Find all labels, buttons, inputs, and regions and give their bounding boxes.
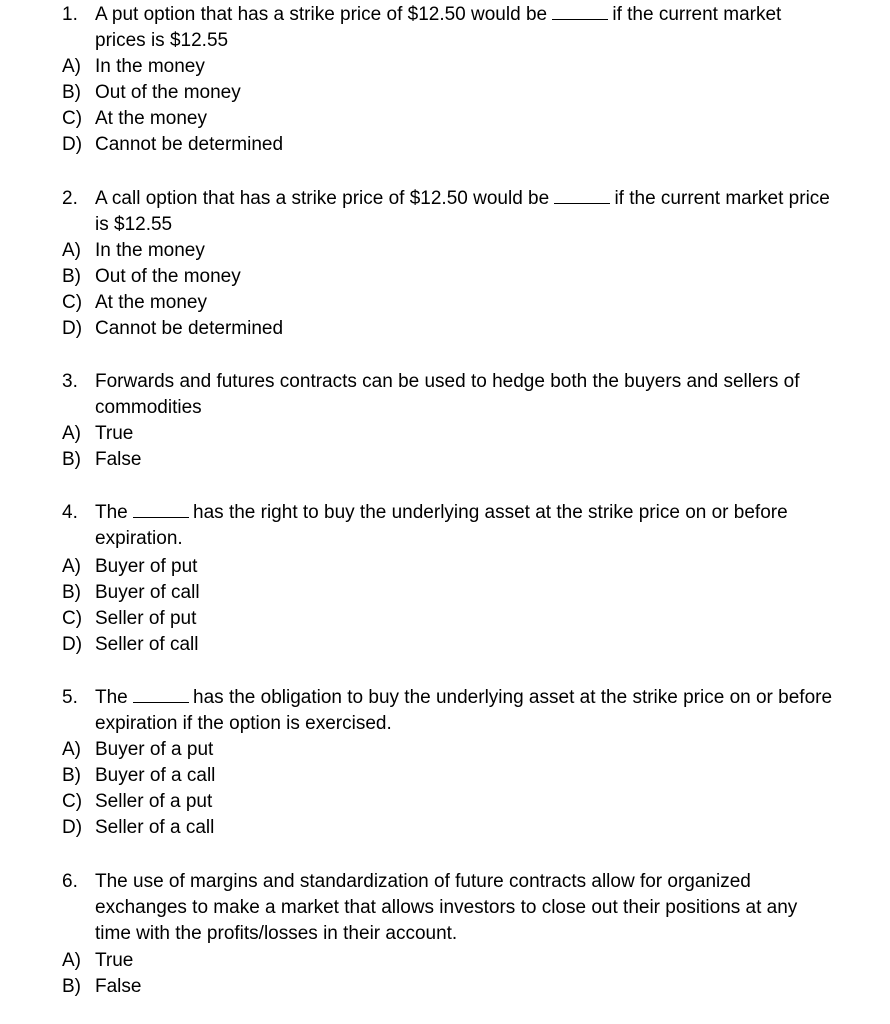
- question-number: 5.: [62, 687, 78, 708]
- option-c: C) Seller of a put: [62, 791, 213, 812]
- question-text: The use of margins and standardization of future contracts allow for organized exchanges to make a market that allows investors to close out their positions at any time with the profits/losses in their account.: [95, 871, 798, 944]
- question-5-options: [0, 737, 890, 841]
- answer-blank: [552, 4, 608, 20]
- option-b: B) Out of the money: [62, 266, 241, 287]
- option-a: A) Buyer of put: [62, 556, 198, 577]
- question-text: A call option that has a strike price of $12.50 would be if the current market price is $12.55: [95, 188, 830, 235]
- option-d: D) Cannot be determined: [62, 318, 284, 339]
- option-d: D) Seller of a call: [62, 817, 215, 838]
- option-b: B) Out of the money: [62, 82, 241, 103]
- option-d: D) Cannot be determined: [62, 134, 284, 155]
- question-3-options: [0, 421, 890, 473]
- question-number: 6.: [62, 871, 78, 892]
- option-c: C) At the money: [62, 292, 207, 313]
- answer-blank: [554, 188, 610, 204]
- option-c: C) Seller of put: [62, 608, 197, 629]
- question-number: 2.: [62, 188, 78, 209]
- question-text: The has the right to buy the underlying asset at the strike price on or before expiration.: [95, 502, 788, 549]
- option-a: A) In the money: [62, 56, 205, 77]
- option-a: A) True: [62, 423, 134, 444]
- question-1-options: [0, 54, 890, 158]
- answer-blank: [133, 687, 189, 703]
- question-text: The has the obligation to buy the underlying asset at the strike price on or before expiration if the option is exercised.: [95, 687, 833, 734]
- option-b: B) Buyer of call: [62, 582, 200, 603]
- question-2-options: [0, 238, 890, 342]
- question-number: 4.: [62, 502, 78, 523]
- question-4-options: [0, 554, 890, 658]
- question-6-options: [0, 948, 890, 1000]
- question-number: 1.: [62, 4, 78, 25]
- option-a: A) Buyer of a put: [62, 739, 214, 760]
- option-c: C) At the money: [62, 108, 207, 129]
- question-number: 3.: [62, 371, 78, 392]
- option-b: B) False: [62, 449, 142, 470]
- option-b: B) Buyer of a call: [62, 765, 216, 786]
- question-text: A put option that has a strike price of $12.50 would be if the current market prices is $12.55: [95, 4, 782, 51]
- option-a: A) True: [62, 950, 134, 971]
- option-d: D) Seller of call: [62, 634, 199, 655]
- option-a: A) In the money: [62, 240, 205, 261]
- question-text: Forwards and futures contracts can be used to hedge both the buyers and sellers of commodities: [95, 371, 800, 418]
- option-b: B) False: [62, 976, 142, 997]
- answer-blank: [133, 502, 189, 518]
